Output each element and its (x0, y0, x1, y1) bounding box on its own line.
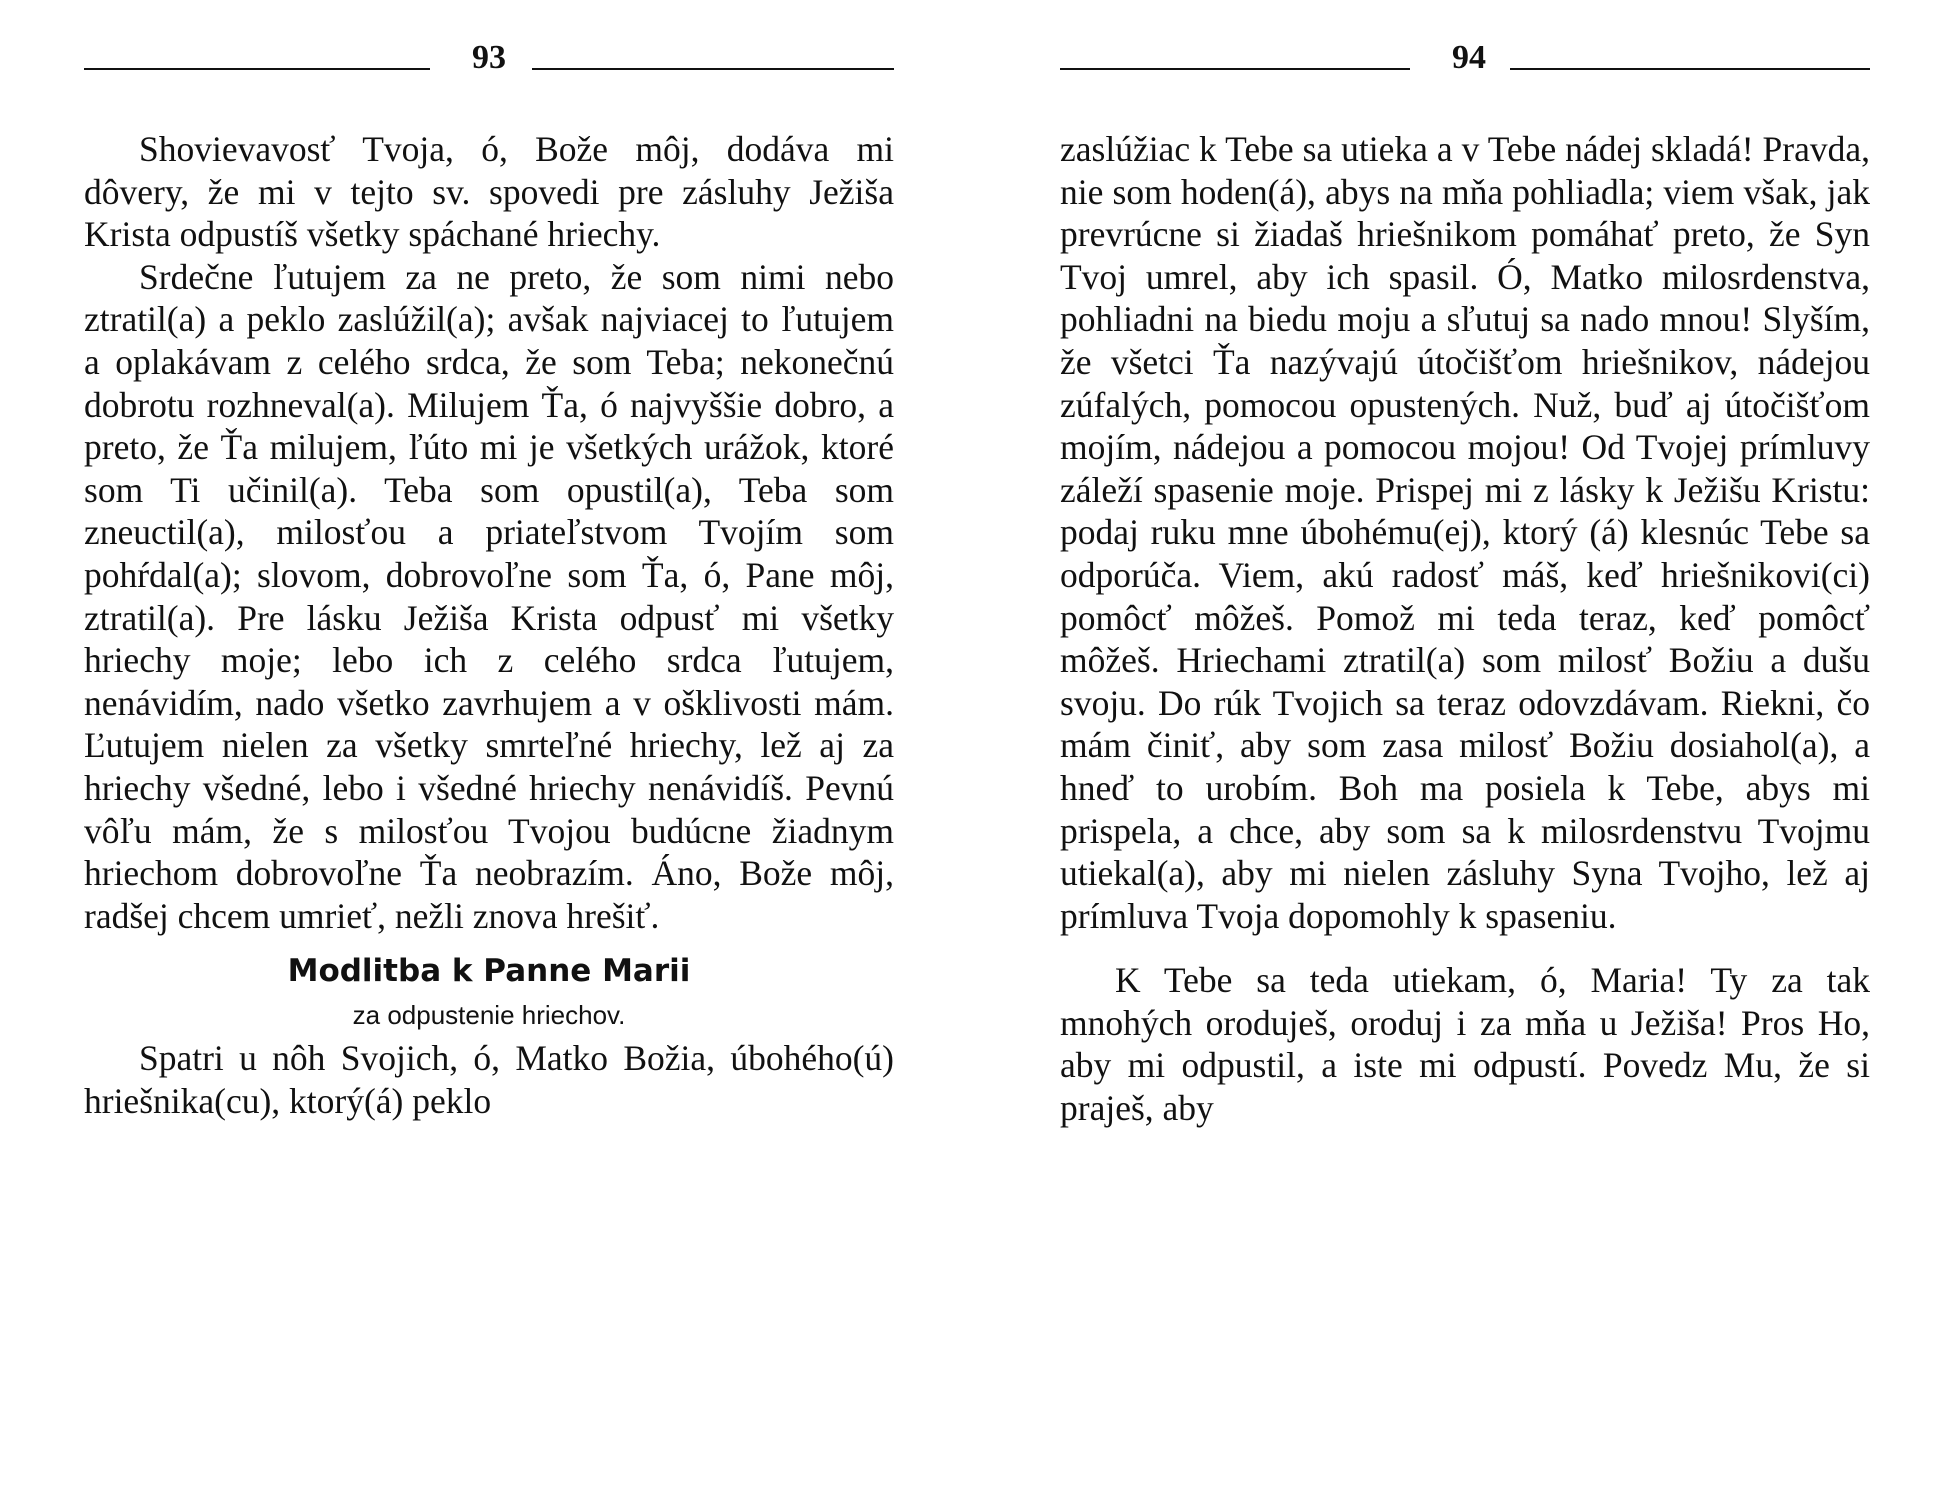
left-paragraph-2: Srdečne ľutujem za ne preto, že som nimi nebo ztratil(a) a peklo zaslúžil(a); avšak najviacej to ľutujem a oplakávam z celého srdca, že som Teba; nekonečnú dobrotu rozhneval(a). Milujem Ťa, ó najvyššie dobro, a preto, že Ťa milujem, ľúto mi je všetkých urážok, ktoré som Ti učinil(a). Teba som opustil(a), Teba som zneuctil(a), milosťou a priateľstvom Tvojím som pohŕdal(a); slovom, dobrovoľne som Ťa, ó, Pane môj, ztratil(a). Pre lásku Ježiša Krista odpusť mi všetky hriechy moje; lebo ich z celého srdca ľutujem, nenávidím, nado všetko zavrhujem a v ošklivosti mám. Ľutujem nielen za všetky smrteľné hriechy, lež aj za hriechy všedné, lebo i všedné hriechy nenávidíš. Pevnú vôľu mám, že s milosťou Tvojou budúcne žiadnym hriechom dobrovoľne Ťa neobrazím. Áno, Bože môj, radšej chcem umrieť, nežli znova hrešiť. (84, 256, 894, 936)
left-paragraph-3: Spatri u nôh Svojich, ó, Matko Božia, úbohého(ú) hriešnika(cu), ktorý(á) peklo (84, 1038, 894, 1121)
prayer-heading: Modlitba k Panne Marii (287, 953, 691, 990)
left-paragraph-1: Shovievavosť Tvoja, ó, Bože môj, dodáva mi dôvery, že mi v tejto sv. spovedi pre zásluhy Ježiša Krista odpustíš všetky spáchané hriechy. (84, 129, 894, 255)
right-page-body (1060, 128, 1870, 1130)
left-page (84, 0, 894, 1500)
right-page-header (1060, 38, 1870, 78)
right-header-rule-right (1510, 68, 1870, 70)
right-page-number: 94 (1452, 39, 1486, 76)
left-page-body (84, 128, 894, 1122)
right-paragraph-2: K Tebe sa teda utiekam, ó, Maria! Ty za tak mnohých oroduješ, oroduj i za mňa u Ježiša! Pros Ho, aby mi odpustil, a iste mi odpustí. Povedz Mu, že si praješ, aby (1060, 960, 1870, 1129)
right-paragraph-1: zaslúžiac k Tebe sa utieka a v Tebe nádej skladá! Pravda, nie som hoden(á), abys na mňa pohliadla; viem však, jak prevrúcne si žiadaš hriešnikom pomáhať preto, že Syn Tvoj umrel, aby ich spasil. Ó, Matko milosrdenstva, pohliadni na biedu moju a sľutuj sa nado mnou! Slyším, že všetci Ťa nazývajú útočišťom hriešnikov, nádejou zúfalých, pomocou opustených. Nuž, buď aj útočišťom mojím, nádejou a pomocou mojou! Od Tvojej prímluvy záleží spasenie moje. Prispej mi z lásky k Ježišu Kristu: podaj ruku mne úbohému(ej), ktorý (á) klesnúc Tebe sa odporúča. Viem, akú radosť máš, keď hriešnikovi(ci) pomôcť môžeš. Pomož mi teda teraz, keď pomôcť môžeš. Hriechami ztratil(a) som milosť Božiu a dušu svoju. Do rúk Tvojich sa teraz odovzdávam. Riekni, čo mám činiť, aby som zasa milosť Božiu dosiahol(a), a hneď to urobím. Boh ma posiela k Tebe, abys mi prispela, a chce, aby som sa k milosrdenstvu Tvojmu utiekal(a), aby mi nielen zásluhy Syna Tvojho, lež aj prímluva Tvoja dopomohly k spaseniu. (1060, 129, 1870, 936)
right-header-rule-left (1060, 68, 1410, 70)
left-page-header (84, 38, 894, 78)
left-header-rule-left (84, 68, 430, 70)
left-page-number: 93 (472, 39, 506, 76)
left-header-rule-right (532, 68, 894, 70)
prayer-subheading: za odpustenie hriechov. (352, 1000, 626, 1031)
right-page (1060, 0, 1870, 1500)
